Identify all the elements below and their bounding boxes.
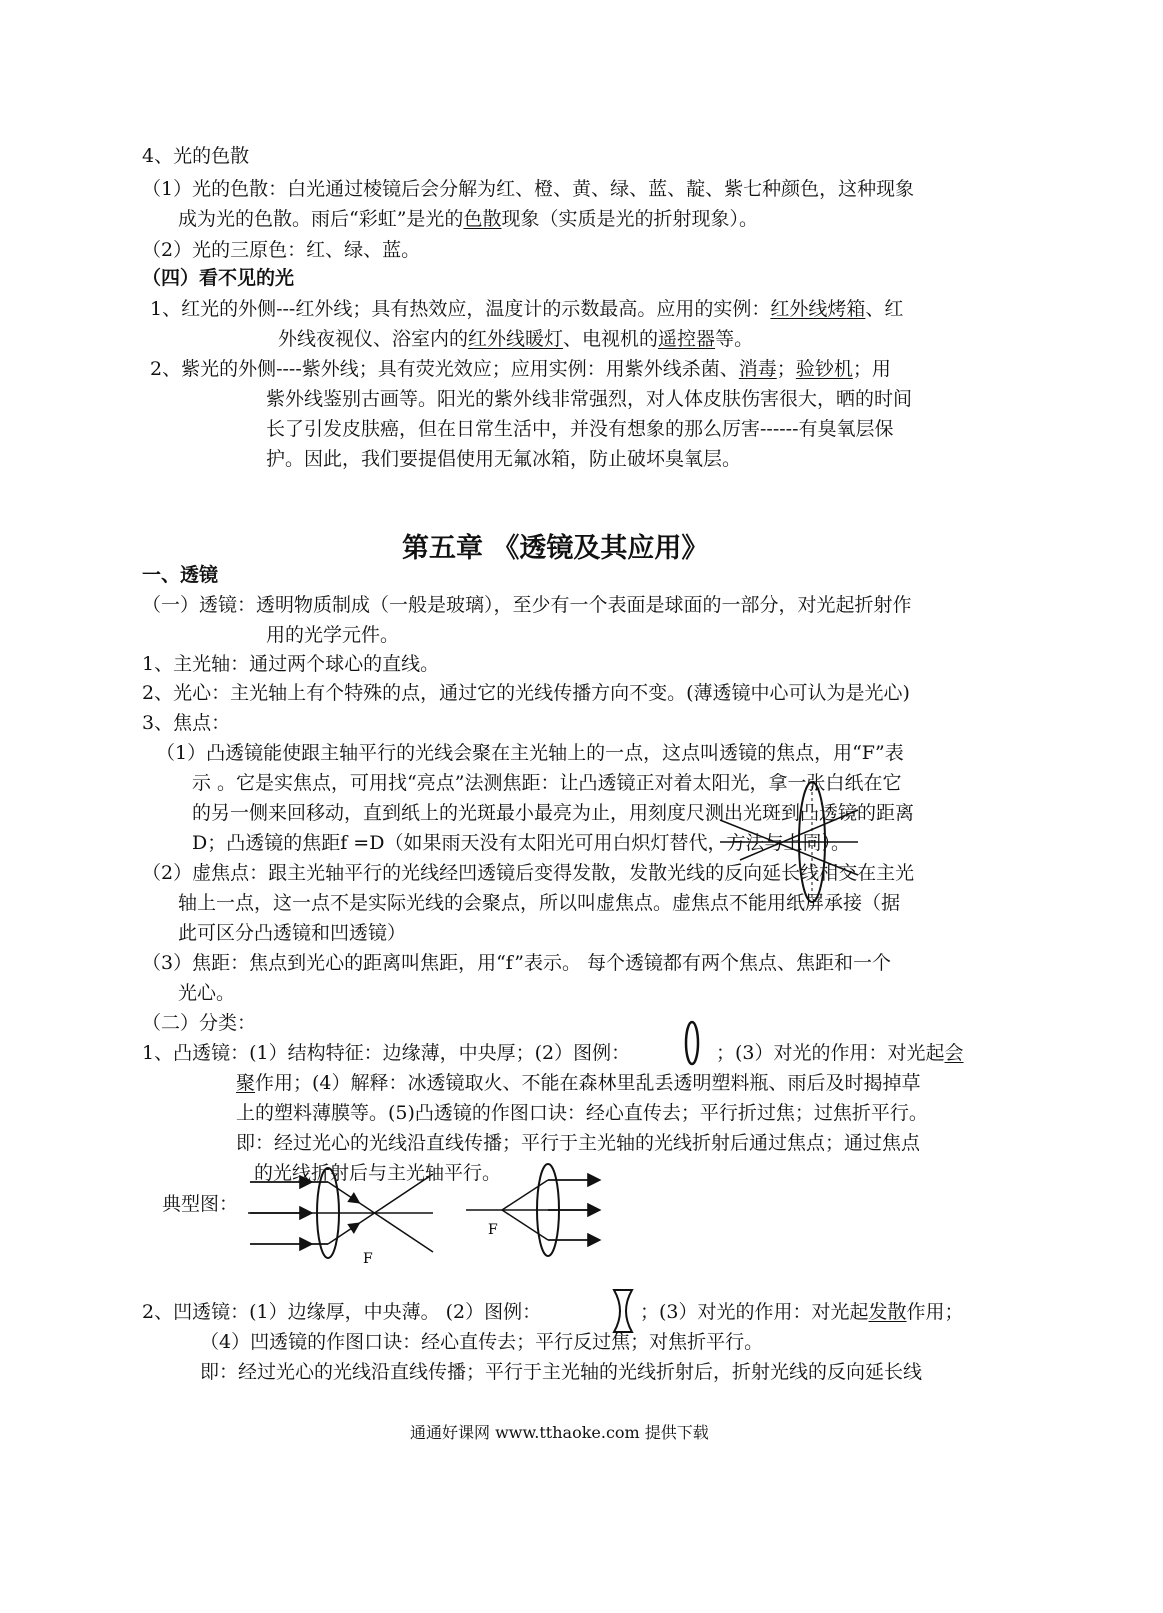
paragraph-line: 此可区分凸透镜和凹透镜） (178, 922, 407, 944)
paragraph-line: ；(3）对光的作用：对光起发散作用； (640, 1301, 964, 1323)
paragraph-line: 成为光的色散。雨后“彩虹”是光的色散现象（实质是光的折射现象）。 (178, 208, 758, 230)
paragraph-line: 2、凹透镜：(1）边缘厚，中央薄。 (2）图例： (142, 1301, 542, 1323)
section-title-dispersion: 4、光的色散 (142, 145, 250, 167)
focus-label: F (488, 1222, 498, 1238)
paragraph-line: （一）透镜：透明物质制成（一般是玻璃），至少有一个表面是球面的一部分，对光起折射作 (142, 594, 912, 616)
paragraph-line: 长了引发皮肤癌，但在日常生活中，并没有想象的那么厉害------有臭氧层保 (266, 418, 894, 440)
underlined-term: 红外线暖灯 (468, 328, 564, 350)
underlined-term: 红外线烤箱 (770, 298, 866, 320)
chapter-title: 第五章 《透镜及其应用》 (402, 533, 709, 564)
paragraph-line: 1、凸透镜：(1）结构特征：边缘薄，中央厚；(2）图例： (142, 1042, 631, 1064)
paragraph-line: （4）凹透镜的作图口诀：经心直传去；平行反过焦；对焦折平行。 (200, 1331, 764, 1353)
incident-ray (502, 1180, 548, 1210)
section-title-invisible-light: （四）看不见的光 (142, 267, 295, 289)
paragraph-line: 轴上一点，这一点不是实际光线的会聚点，所以叫虚焦点。虚焦点不能用纸屏承接（据 (178, 892, 901, 914)
paragraph-line: D；凸透镜的焦距f =D（如果雨天没有太阳光可用白炽灯替代，方法与上同）。 (192, 832, 850, 854)
paragraph-line: 护。因此，我们要提倡使用无氟冰箱，防止破坏臭氧层。 (266, 448, 742, 470)
paragraph-line: 的另一侧来回移动，直到纸上的光斑最小最亮为止，用刻度尺测出光斑到凸透镜的距离 (192, 802, 915, 824)
refracted-ray (358, 1202, 433, 1252)
paragraph-line: 1、红光的外侧---红外线；具有热效应，温度计的示数最高。应用的实例：红外线烤箱、红 (150, 298, 904, 320)
underlined-term: 发散 (868, 1301, 907, 1323)
paragraph-line: 1、主光轴：通过两个球心的直线。 (142, 653, 440, 675)
paragraph-line: （3）焦距：焦点到光心的距离叫焦距，用“f”表示。 每个透镜都有两个焦点、焦距和一个 (142, 952, 891, 974)
paragraph-line: 用的光学元件。 (266, 624, 400, 646)
paragraph-line: 3、焦点： (142, 712, 231, 734)
underlined-term: 聚 (236, 1072, 256, 1094)
paragraph-line: 示 。它是实焦点，可用找“亮点”法测焦距：让凸透镜正对着太阳光，拿一张白纸在它 (192, 772, 902, 794)
underlined-term: 消毒 (738, 358, 777, 380)
incident-ray (502, 1210, 548, 1240)
underlined-term: 验钞机 (795, 358, 853, 380)
paragraph-line: （1）凸透镜能使跟主轴平行的光线会聚在主光轴上的一点，这点叫透镜的焦点，用“F”表 (156, 742, 904, 764)
paragraph-line: 2、光心：主光轴上有个特殊的点，通过它的光线传播方向不变。(薄透镜中心可认为是光心) (142, 682, 910, 704)
paragraph-line: 的光线折射后与主光轴平行。 (254, 1162, 502, 1184)
paragraph-line: 即：经过光心的光线沿直线传播；平行于主光轴的光线折射后通过焦点；通过焦点 (236, 1132, 921, 1154)
paragraph-line: 外线夜视仪、浴室内的红外线暖灯、电视机的遥控器等。 (278, 328, 754, 350)
refracted-ray (358, 1174, 433, 1224)
paragraph-line: 2、紫光的外侧----紫外线；具有荧光效应；应用实例：用紫外线杀菌、消毒；验钞机；用 (150, 358, 891, 380)
underlined-term: 会 (944, 1042, 964, 1064)
convex-lens-convergence-diagram (248, 1168, 448, 1268)
refracted-ray (328, 1224, 358, 1244)
paragraph-line: （2）虚焦点：跟主光轴平行的光线经凹透镜后变得发散，发散光线的反向延长线相交在主光 (142, 862, 915, 884)
refracted-ray (328, 1182, 358, 1202)
paragraph-line: ；(3）对光的作用：对光起会 (716, 1042, 964, 1064)
underlined-term: 遥控器 (658, 328, 716, 350)
convex-lens-parallel-diagram (466, 1162, 606, 1262)
paragraph-line: （1）光的色散：白光通过棱镜后会分解为红、橙、黄、绿、蓝、靛、紫七种颜色，这种现象 (142, 178, 915, 200)
section-title-classification: （二）分类： (142, 1012, 257, 1034)
typical-diagram-label: 典型图： (162, 1193, 239, 1215)
paragraph-line: 聚作用；(4）解释：冰透镜取火、不能在森林里乱丢透明塑料瓶、雨后及时揭掉草 (236, 1072, 921, 1094)
paragraph-line: 紫外线鉴别古画等。阳光的紫外线非常强烈，对人体皮肤伤害很大，晒的时间 (266, 388, 913, 410)
paragraph-line: 即：经过光心的光线沿直线传播；平行于主光轴的光线折射后，折射光线的反向延长线 (200, 1361, 923, 1383)
paragraph-line: 光心。 (178, 982, 236, 1004)
section-heading-lens: 一、透镜 (142, 564, 219, 586)
page-footer: 通通好课网 www.tthaoke.com 提供下载 (410, 1423, 709, 1442)
paragraph-line: （2）光的三原色：红、绿、蓝。 (142, 239, 421, 261)
underlined-term: 色散 (463, 208, 502, 230)
paragraph-line: 上的塑料薄膜等。(5)凸透镜的作图口诀：经心直传去；平行折过焦；过焦折平行。 (236, 1102, 928, 1124)
convex-lens-icon (680, 1020, 704, 1066)
focus-label: F (363, 1251, 373, 1267)
concave-lens-icon (612, 1288, 634, 1334)
